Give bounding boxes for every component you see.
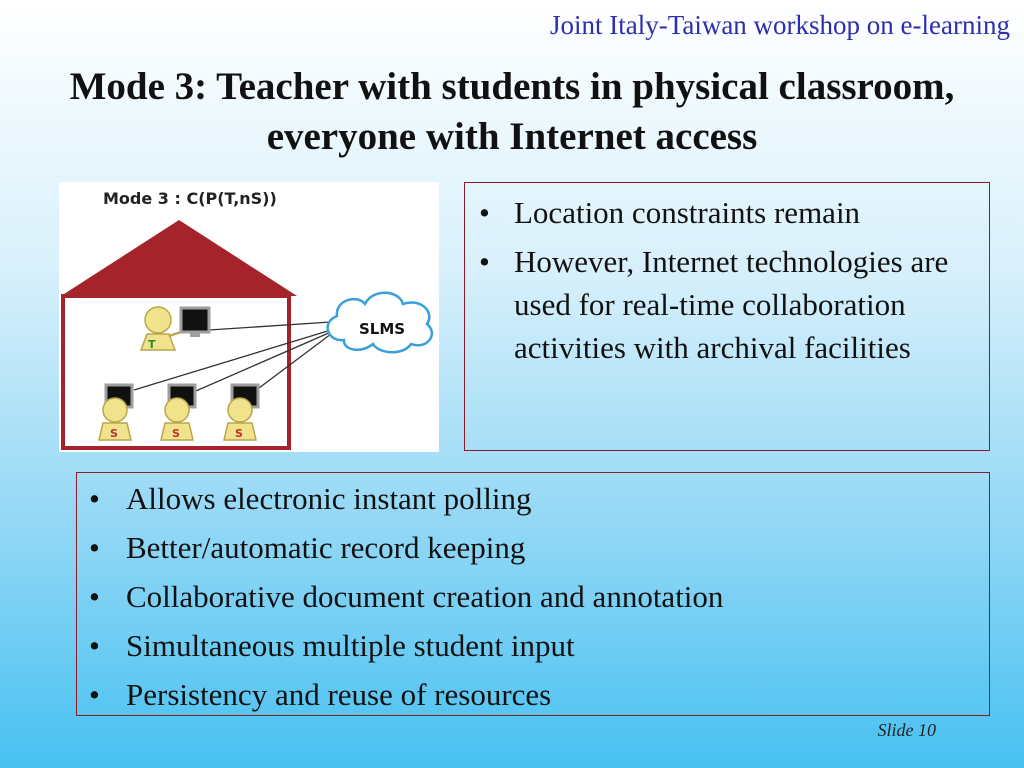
list-item (479, 191, 979, 234)
cloud-icon (328, 293, 432, 353)
list-item (479, 240, 979, 369)
list-item (89, 575, 979, 619)
slide-number: Slide 10 (877, 720, 936, 740)
constraints-box (464, 182, 990, 451)
student-tag: S (235, 427, 243, 440)
network-lines (134, 322, 331, 394)
bullet-icon: • (89, 530, 100, 565)
bullet-icon: • (89, 628, 100, 663)
cloud-label: SLMS (359, 320, 406, 338)
benefits-list (89, 477, 979, 717)
slide-title: Mode 3: Teacher with students in physical classroom, everyone with Internet access (69, 65, 955, 158)
student-tag: S (110, 427, 118, 440)
student-figure (161, 398, 193, 440)
benefits-box (76, 472, 990, 716)
student-figure (99, 398, 131, 440)
bullet-text: Persistency and reuse of resources (126, 677, 552, 712)
list-item (89, 673, 979, 717)
constraints-list (479, 191, 979, 369)
student-figure (224, 398, 256, 440)
bullet-text: Location constraints remain (514, 195, 861, 230)
bullet-icon: • (89, 579, 100, 614)
house-roof (61, 220, 297, 296)
bullet-icon: • (479, 244, 490, 279)
list-item (89, 624, 979, 668)
mode3-diagram (59, 182, 439, 452)
workshop-header: Joint Italy-Taiwan workshop on e-learning (550, 10, 1010, 40)
bullet-text: Better/automatic record keeping (126, 530, 526, 565)
bullet-icon: • (479, 195, 490, 230)
bullet-text: Simultaneous multiple student input (126, 628, 575, 663)
bullet-text: However, Internet technologies are used for real-time collaboration activities with archival facilities (514, 244, 949, 365)
list-item (89, 477, 979, 521)
bullet-icon: • (89, 677, 100, 712)
teacher-monitor-icon (181, 308, 209, 337)
diagram-label: Mode 3 : C(P(T,nS)) (103, 189, 277, 208)
classroom-illustration (59, 182, 439, 452)
bullet-icon: • (89, 481, 100, 516)
bullet-text: Collaborative document creation and annotation (126, 579, 724, 614)
list-item (89, 526, 979, 570)
bullet-text: Allows electronic instant polling (126, 481, 532, 516)
student-tag: S (172, 427, 180, 440)
teacher-tag: T (148, 338, 156, 351)
